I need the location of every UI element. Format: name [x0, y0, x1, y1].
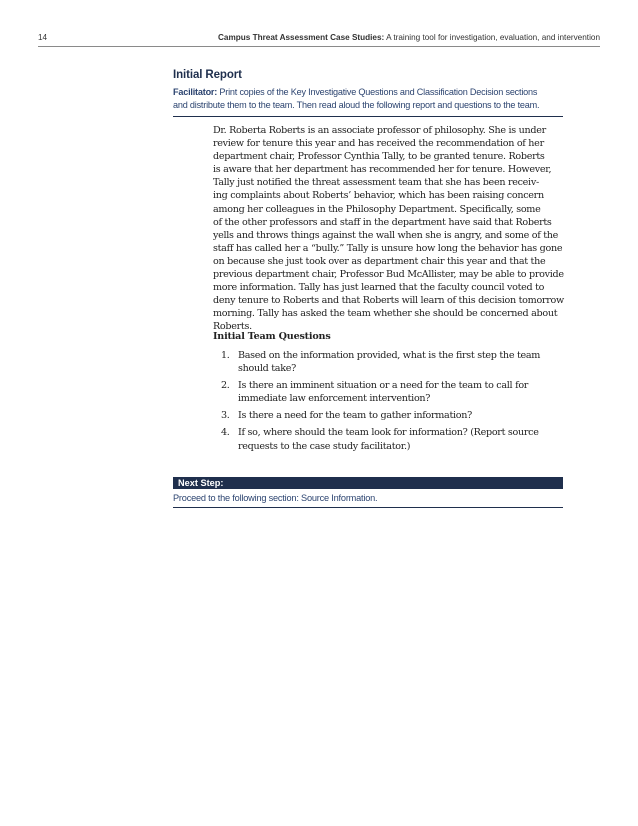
report-line: among her colleagues in the Philosophy Department. Specifically, some	[213, 203, 541, 215]
section-title: Initial Report	[173, 69, 242, 81]
question-number: 2.	[221, 380, 230, 392]
question-number: 3.	[221, 410, 230, 422]
question-text	[238, 349, 540, 375]
page-header	[38, 33, 600, 42]
report-paragraph	[213, 124, 563, 334]
question-line: Based on the information provided, what is the first step the team	[238, 350, 541, 361]
question-item	[221, 349, 563, 375]
question-text	[238, 409, 472, 422]
report-line: of the other professors and staff in the department have said that Roberts	[213, 216, 552, 228]
facilitator-line2: and distribute them to the team. Then read aloud the following report and questions to the team.	[173, 99, 540, 110]
question-item	[221, 409, 563, 422]
header-divider	[38, 46, 600, 47]
question-text	[238, 379, 528, 405]
question-text	[238, 426, 539, 452]
questions-list	[221, 349, 563, 457]
report-line: morning. Tally has asked the team whether she should be concerned about	[213, 308, 558, 320]
question-number: 4.	[221, 427, 230, 439]
question-item	[221, 426, 563, 452]
question-line: requests to the case study facilitator.)	[238, 440, 411, 452]
facilitator-divider	[173, 116, 563, 117]
next-step-divider	[173, 507, 563, 508]
report-line: staff has called her a “bully.” Tally is unsure how long the behavior has gone	[213, 242, 563, 254]
facilitator-line1: Print copies of the Key Investigative Questions and Classification Decision sections	[217, 87, 538, 97]
report-line: is aware that her department has recommended her for tenure. However,	[213, 164, 552, 176]
report-line: more information. Tally has just learned that the faculty council voted to	[213, 282, 545, 294]
running-title	[218, 33, 600, 42]
report-line: deny tenure to Roberts and that Roberts will learn of this decision tomorrow	[213, 295, 564, 307]
running-title-bold: Campus Threat Assessment Case Studies:	[218, 33, 385, 42]
question-line: If so, where should the team look for information? (Report source	[238, 427, 539, 439]
question-line: Is there a need for the team to gather information?	[238, 410, 472, 422]
next-step-label: Next Step:	[178, 478, 224, 488]
report-line: previous department chair, Professor Bud McAllister, may be able to provide	[213, 269, 564, 281]
facilitator-label: Facilitator:	[173, 87, 218, 97]
report-line: Roberts.	[213, 321, 252, 333]
report-line: department chair, Professor Cynthia Tally, to be granted tenure. Roberts	[213, 151, 545, 163]
question-line: should take?	[238, 363, 296, 375]
next-step-banner	[173, 477, 563, 489]
report-line: Tally just notified the threat assessment team that she has been receiv-	[213, 177, 539, 189]
question-item	[221, 379, 563, 405]
question-line: immediate law enforcement intervention?	[238, 393, 431, 405]
report-line: yells and throws things against the wall when she is angry, and some of the	[213, 229, 559, 241]
report-line: on because she just took over as department chair this year and that the	[213, 255, 546, 267]
question-number: 1.	[221, 350, 230, 361]
running-title-rest: A training tool for investigation, evaluation, and intervention	[384, 33, 600, 42]
page-number: 14	[38, 33, 48, 42]
questions-heading: Initial Team Questions	[213, 331, 331, 342]
report-line: review for tenure this year and has received the recommendation of her	[213, 138, 544, 150]
next-step-instruction: Proceed to the following section: Source Information.	[173, 493, 378, 503]
report-line: ing complaints about Roberts’ behavior, which has been raising concern	[213, 190, 544, 202]
question-line: Is there an imminent situation or a need for the team to call for	[238, 380, 529, 392]
report-line: Dr. Roberta Roberts is an associate professor of philosophy. She is under	[213, 125, 546, 136]
facilitator-note	[173, 86, 565, 111]
